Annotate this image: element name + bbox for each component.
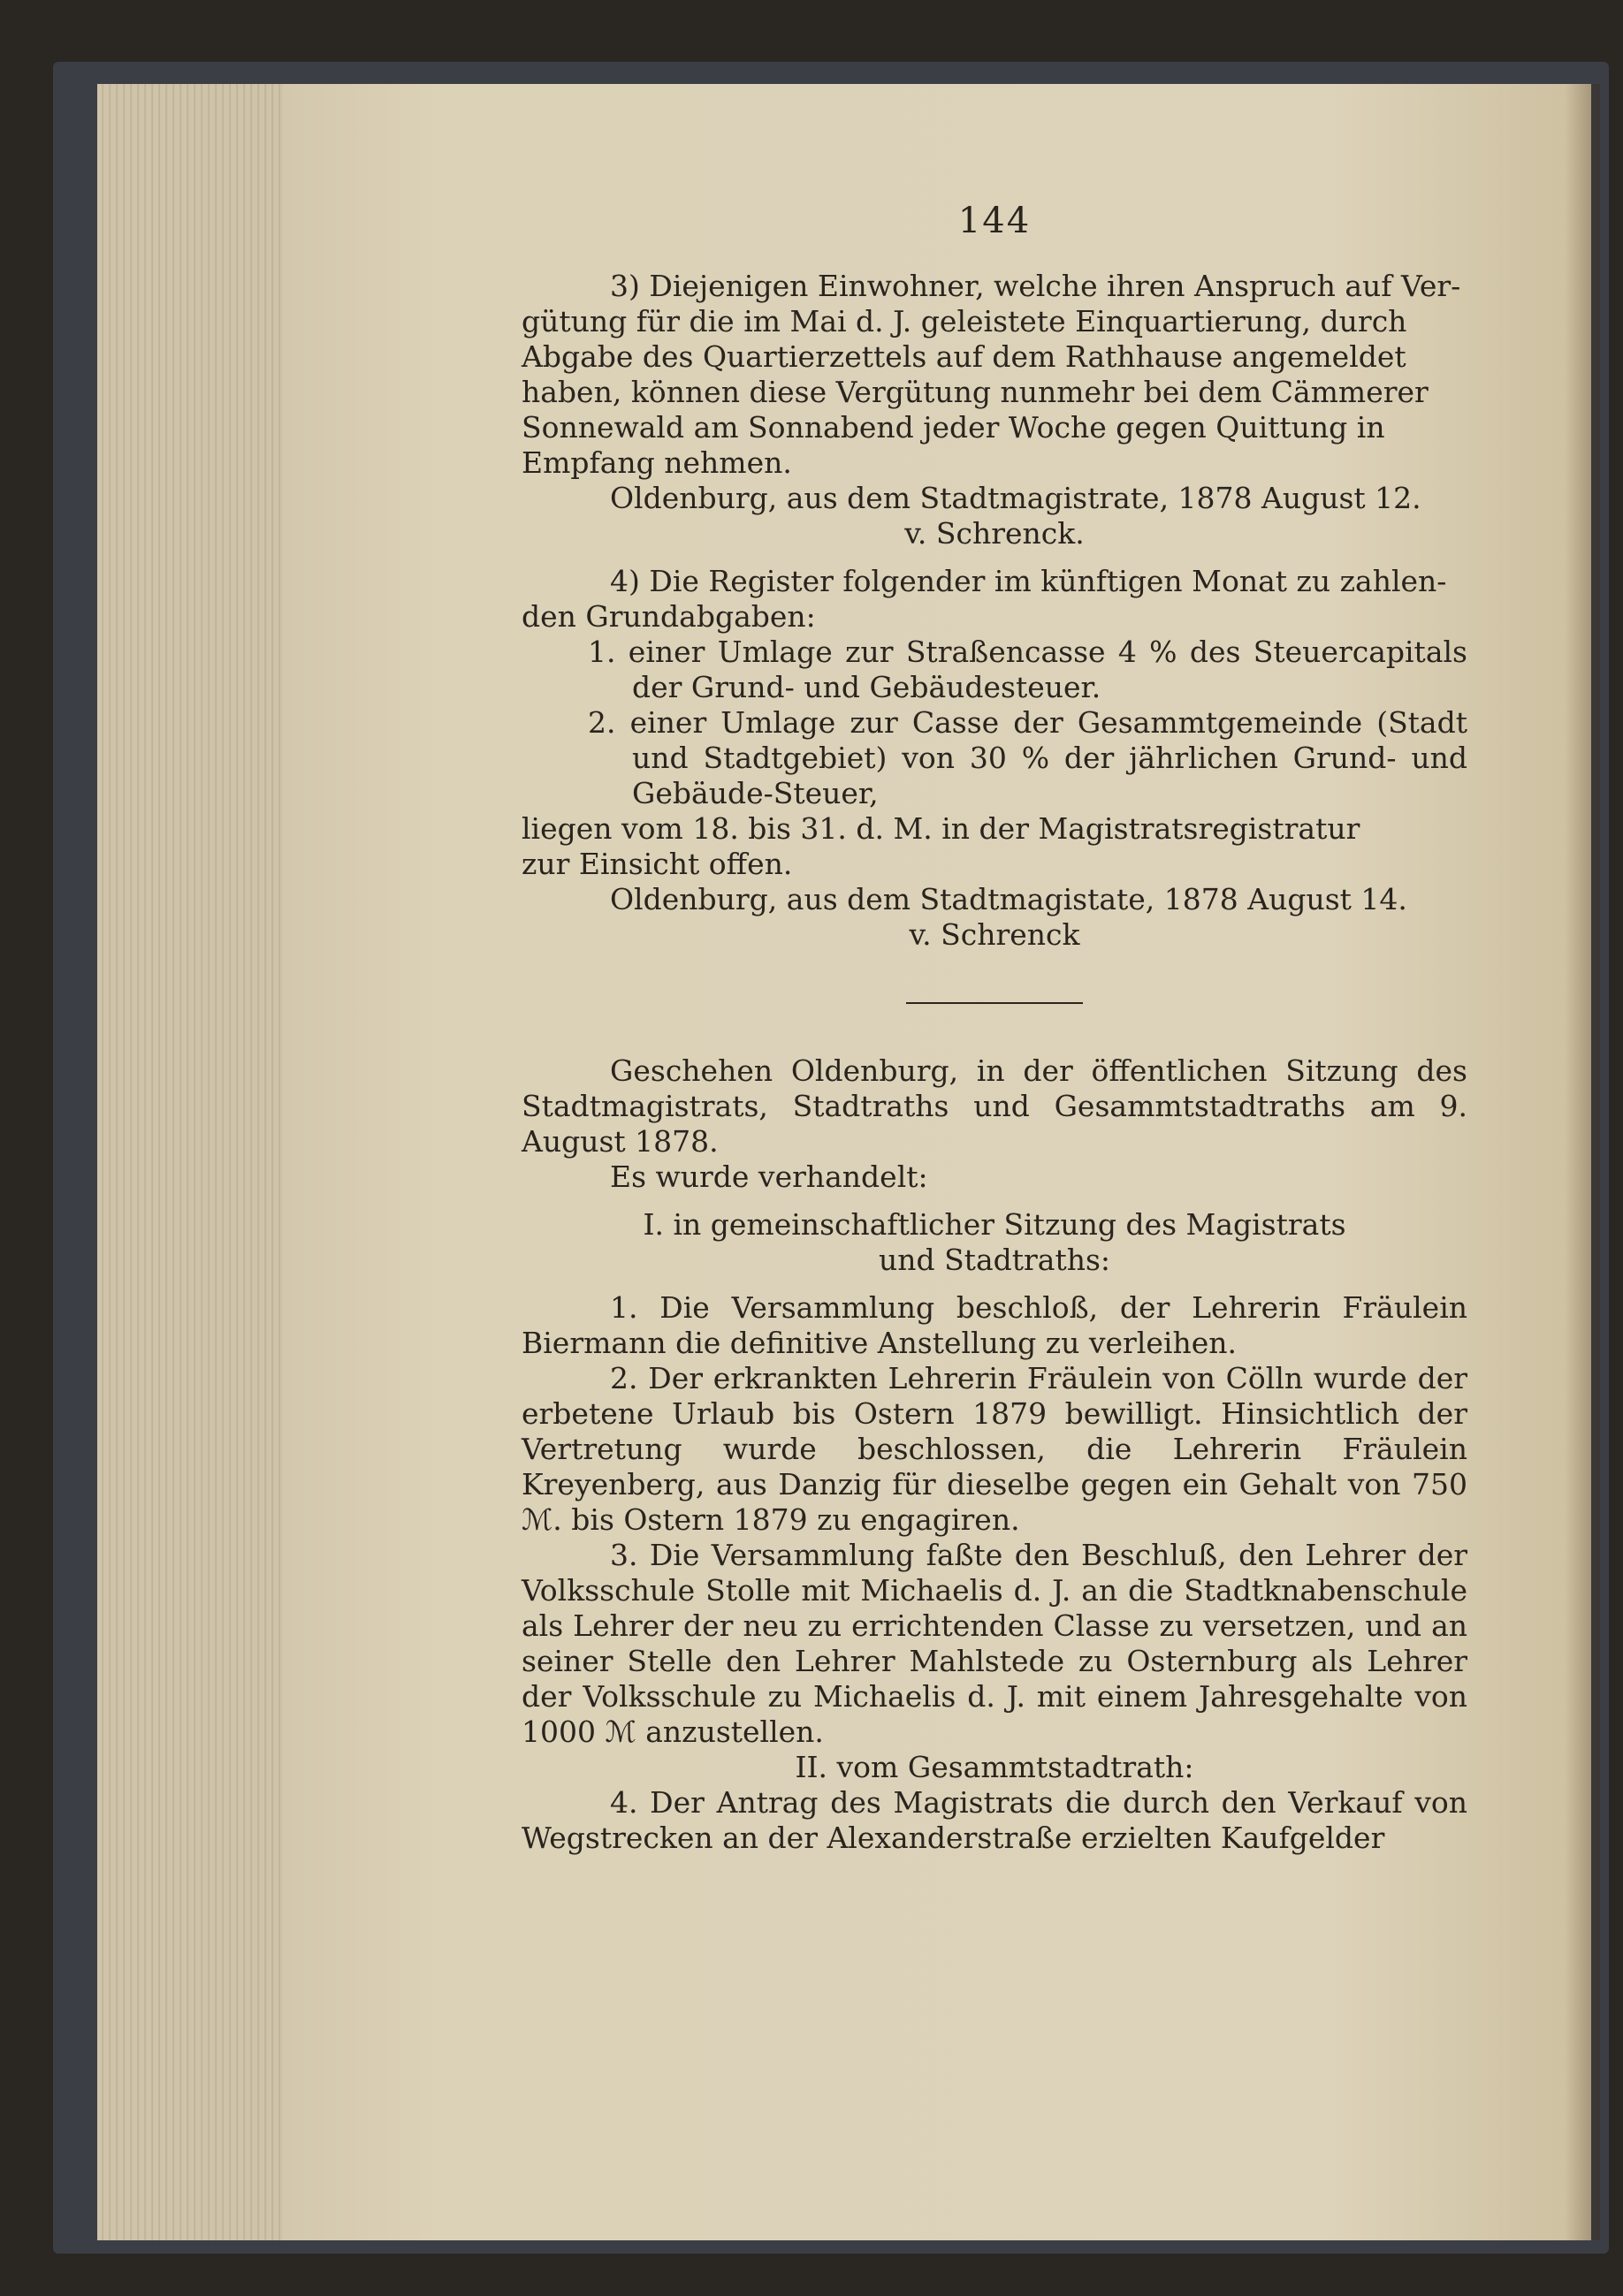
notice-4-date: Oldenburg, aus dem Stadtmagistate, 1878 August 14. [610, 882, 1407, 916]
page-edges [97, 84, 283, 2240]
notice-3 [522, 269, 1467, 551]
minutes-item-1: 1. Die Versammlung beschloß, der Lehrerin Fräulein Biermann die definitive Anstellung zu verleihen. [522, 1290, 1467, 1360]
notice-3-line: Sonnewald am Sonnabend jeder Woche gegen Quittung in [522, 410, 1385, 445]
notice-4-list-item: 1. einer Umlage zur Straßencasse 4 % des Steuercapitals der Grund- und Gebäudesteuer. [588, 635, 1467, 704]
notice-4 [522, 564, 1467, 953]
minutes-negotiated: Es wurde verhandelt: [610, 1159, 928, 1194]
minutes [522, 1053, 1467, 1856]
notice-3-signature: v. Schrenck. [904, 516, 1085, 551]
minutes-item-3: 3. Die Versammlung faßte den Beschluß, den Lehrer der Volksschule Stolle mit Michaelis d. J. an die Stadtknabenschule als Lehrer der neu zu errichtenden Classe zu versetzen, und an seiner Stelle den Lehrer Mahlstede zu Osternburg als Lehrer der Volksschule zu Michaelis d. J. mit einem Jahresgehalte von 1000 ℳ anzustellen. [522, 1538, 1467, 1749]
notice-3-line: Empfang nehmen. [522, 445, 792, 480]
notice-4-outro-line: liegen vom 18. bis 31. d. M. in der Magistratsregistratur [522, 811, 1360, 846]
minutes-item-2: 2. Der erkrankten Lehrerin Fräulein von Cölln wurde der erbetene Urlaub bis Ostern 1879 bewilligt. Hinsichtlich der Vertretung wurde beschlossen, die Lehrerin Fräulein Kreyenberg, aus Danzig für dieselbe gegen ein Gehalt von 750 ℳ. bis Ostern 1879 zu engagiren. [522, 1361, 1467, 1537]
section-divider [906, 1002, 1083, 1004]
notice-4-intro-line: den Grundabgaben: [522, 599, 816, 634]
notice-4-signature: v. Schrenck [909, 917, 1080, 952]
notice-3-date: Oldenburg, aus dem Stadtmagistrate, 1878 August 12. [610, 481, 1421, 515]
page-number: 144 [957, 201, 1032, 241]
minutes-opening: Geschehen Oldenburg, in der öffentlichen Sitzung des Stadtmagistrats, Stadtraths und Gesammtstadtraths am 9. August 1878. [522, 1053, 1467, 1159]
section-2-heading: II. vom Gesammtstadtrath: [795, 1750, 1194, 1784]
notice-4-intro-line: 4) Die Register folgender im künftigen Monat zu zahlen- [610, 564, 1447, 598]
notice-3-line: haben, können diese Vergütung nunmehr bei dem Cämmerer [522, 375, 1429, 409]
notice-4-list-item: 2. einer Umlage zur Casse der Gesammtgemeinde (Stadt und Stadtgebiet) von 30 % der jährlichen Grund- und Gebäude-Steuer, [588, 705, 1467, 810]
notice-3-line: Abgabe des Quartierzettels auf dem Rathhause angemeldet [522, 339, 1406, 374]
notice-3-line: gütung für die im Mai d. J. geleistete Einquartierung, durch [522, 304, 1407, 338]
notice-3-line: 3) Diejenigen Einwohner, welche ihren Anspruch auf Ver- [610, 269, 1461, 303]
notice-4-outro-line: zur Einsicht offen. [522, 847, 793, 881]
page-text [522, 203, 1467, 1856]
gutter-shadow [1565, 84, 1600, 2240]
minutes-item-4: 4. Der Antrag des Magistrats die durch den Verkauf von Wegstrecken an der Alexanderstraße erzielten Kaufgelder [522, 1785, 1467, 1855]
section-1-heading: und Stadtraths: [878, 1243, 1111, 1277]
section-1-heading: I. in gemeinschaftlicher Sitzung des Magistrats [643, 1207, 1346, 1242]
